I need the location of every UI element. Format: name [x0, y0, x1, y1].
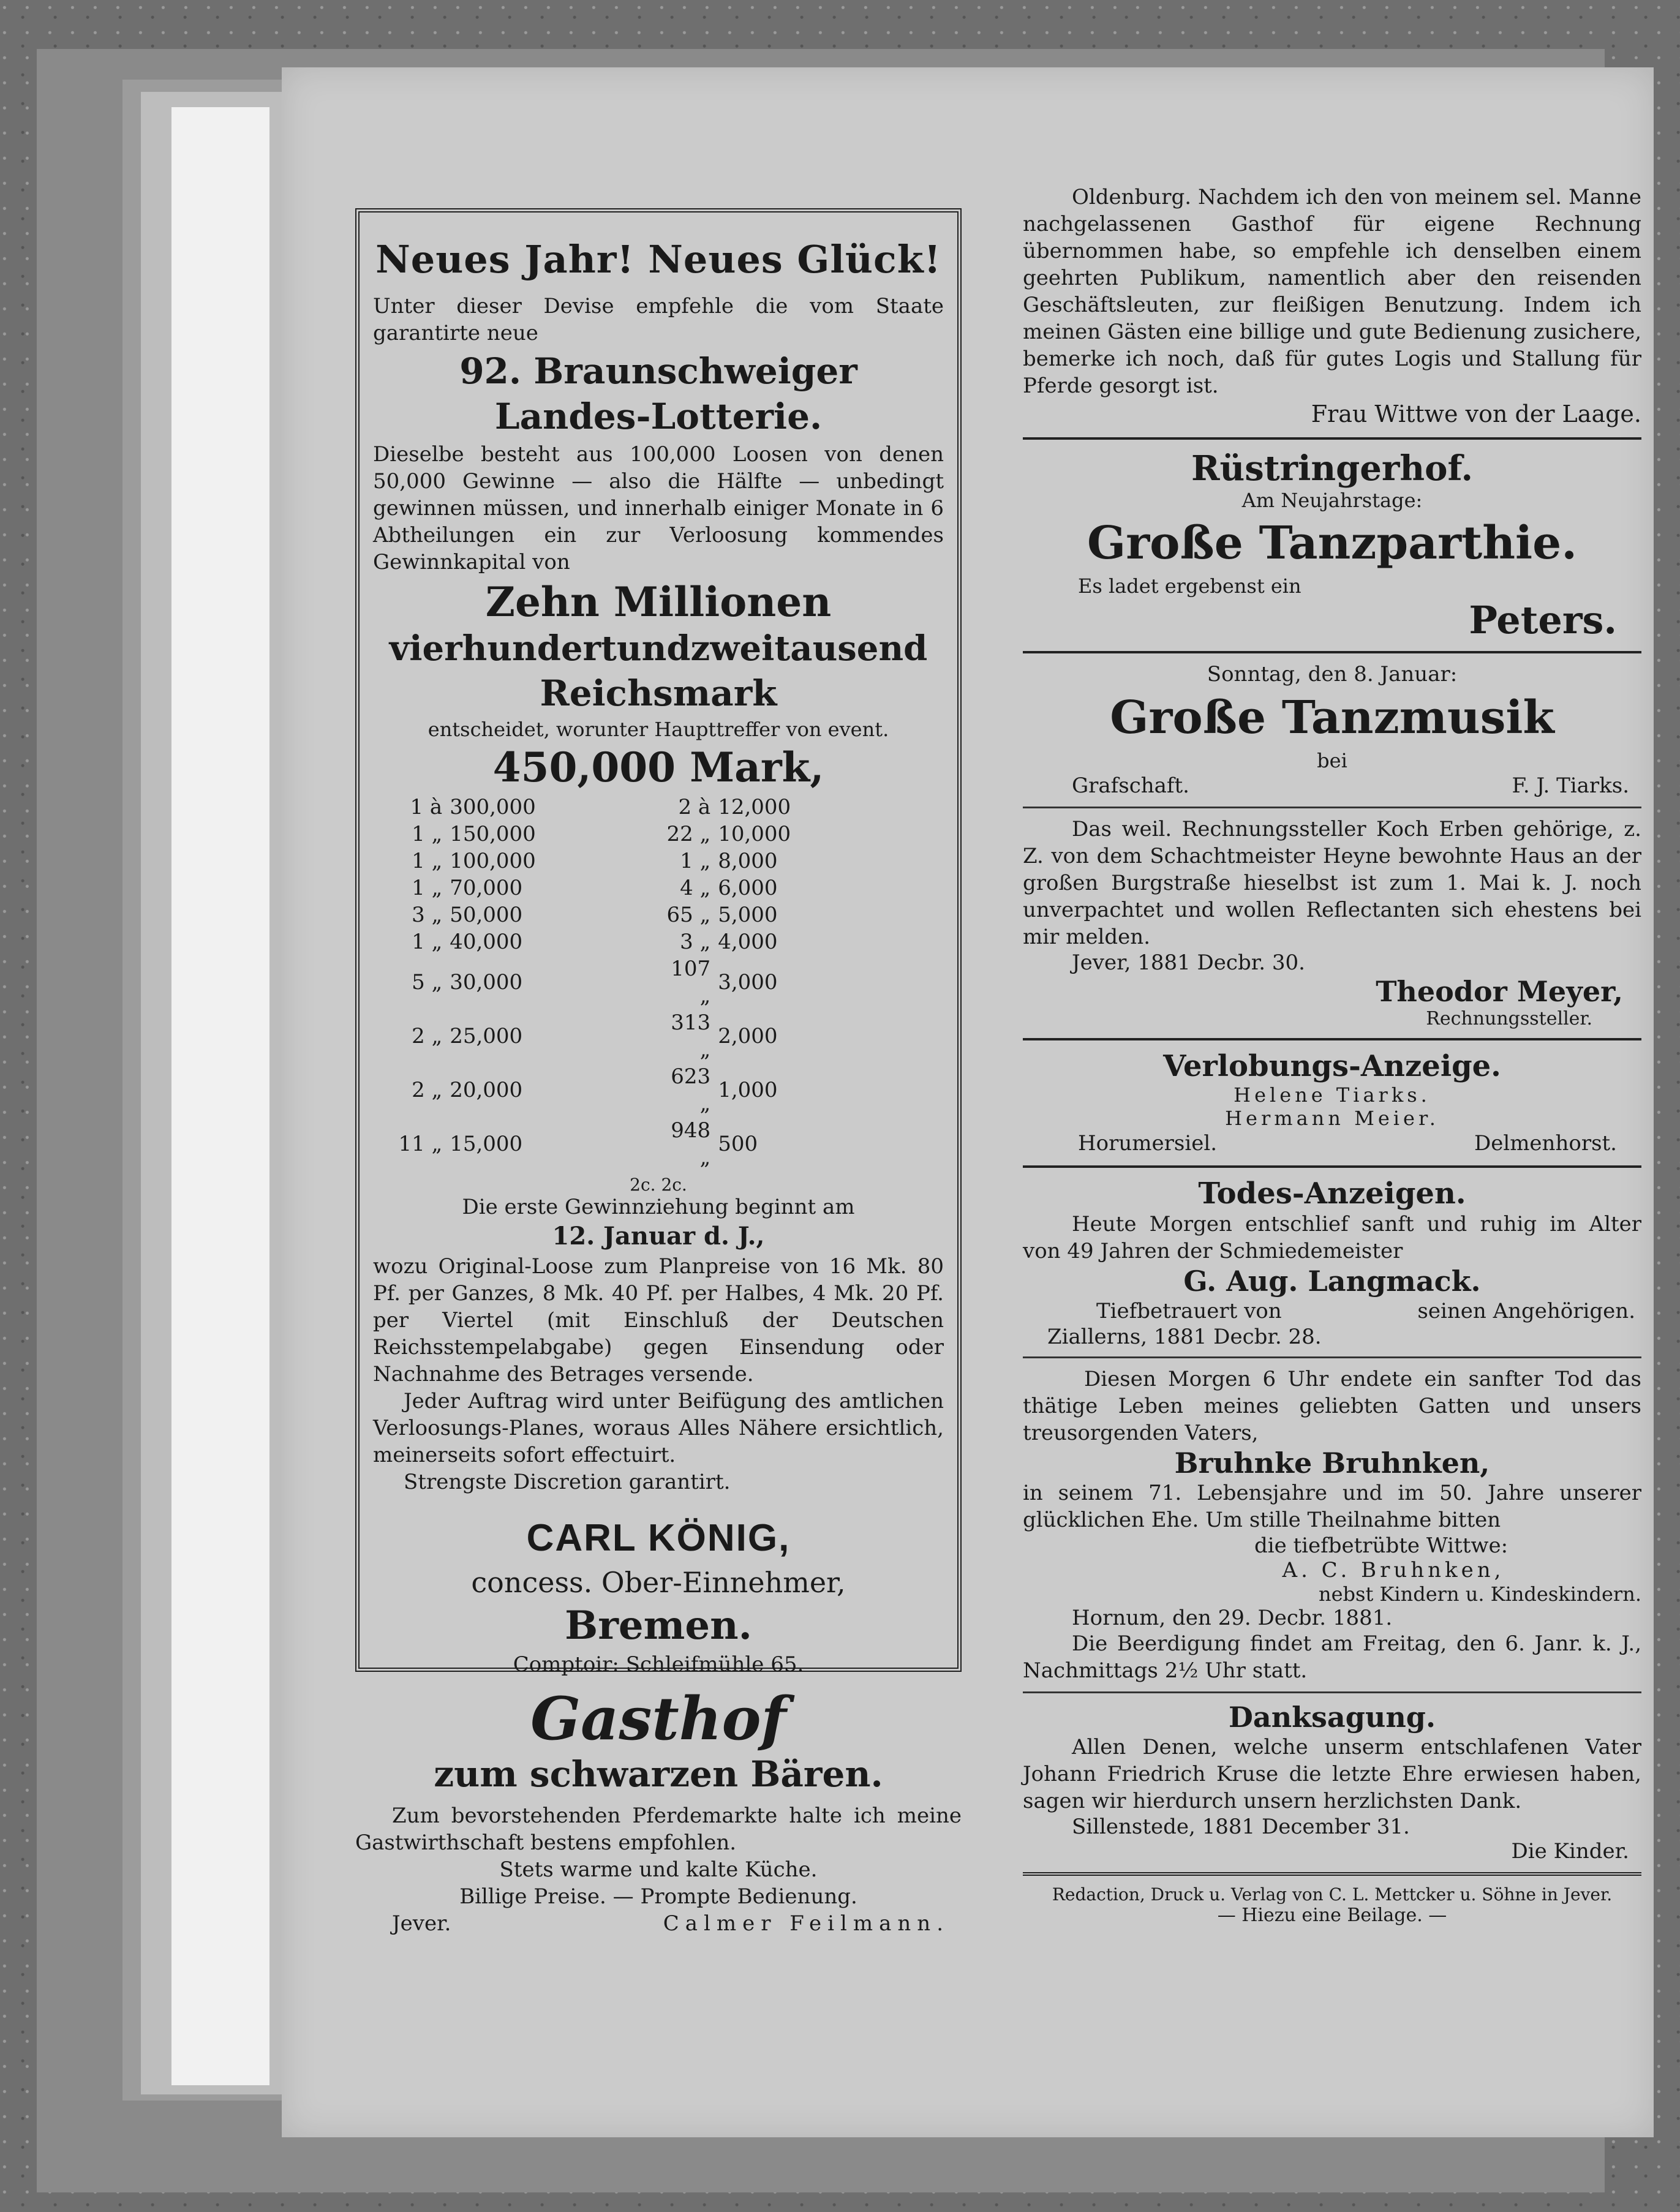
- meyer-body: Das weil. Rechnungssteller Koch Erben gehörige, z. Z. von dem Schachtmeister Heyne bewohnte Haus an der großen Burgstraße hieselbst ist zum 1. Mai k. J. noch unverpachtet und wollen Reflectanten sich ehestens bei mir melden.: [1023, 817, 1641, 949]
- seller-title: concess. Ober-Einnehmer,: [471, 1566, 846, 1599]
- tanzmusik-date: Sonntag, den 8. Januar:: [1207, 662, 1458, 687]
- meyer-dateline: Jever, 1881 Decbr. 30.: [1072, 950, 1305, 975]
- death-2-widow: die tiefbetrübte Wittwe:: [1254, 1533, 1509, 1558]
- ruestringer-title: Rüstringerhof.: [1191, 448, 1474, 489]
- inn-line-2: Stets warme und kalte Küche.: [499, 1857, 818, 1882]
- divider: [1023, 1356, 1641, 1358]
- inn-advertisement: [355, 1684, 962, 1937]
- engagement-name-1: Helene Tiarks.: [1234, 1083, 1431, 1107]
- death-1-mourners-1: Tiefbetrauert von: [1096, 1299, 1282, 1323]
- amount-line-2: vierhundertundzweitausend: [389, 628, 928, 669]
- engagement-notice: [1023, 1049, 1641, 1157]
- inn-title: Gasthof: [530, 1684, 786, 1753]
- tanzmusik-ad: [1023, 662, 1641, 799]
- amount-line-1: Zehn Millionen: [485, 578, 832, 626]
- table-row: 3 „ 50,000 65 „ 5,000: [412, 903, 778, 927]
- price-text: wozu Original-Loose zum Planpreise von 16 Mk. 80 Pf. per Ganzes, 8 Mk. 40 Pf. per Halbes, 4 Mk. 20 Pf. per Viertel (mit Einschluß der Deutschen Reichsstempelabgabe) gegen Einsendung oder Nachnahme des Betrages versende.: [373, 1254, 944, 1386]
- table-row: 1 „ 40,000 3 „ 4,000: [412, 930, 778, 954]
- divider: [1023, 807, 1641, 808]
- death-2-body-1: Diesen Morgen 6 Uhr endete ein sanfter Tod das thätige Leben meines geliebten Gatten und unsers treusorgenden Vaters,: [1023, 1367, 1641, 1445]
- engagement-place-2: Delmenhorst.: [1474, 1131, 1617, 1156]
- death-1-mourners-2: seinen Angehörigen.: [1417, 1299, 1635, 1323]
- order-text: Jeder Auftrag wird unter Beifügung des amtlichen Verloosungs-Planes, woraus Alles Nähere ersichtlich, meinerseits sofort effectuirt.: [373, 1389, 944, 1467]
- engagement-place-1: Horumersiel.: [1078, 1131, 1218, 1156]
- table-row: 11 „ 15,000 948 „ 500: [398, 1118, 758, 1170]
- engagement-name-2: Hermann Meier.: [1225, 1107, 1439, 1130]
- table-row: 1 à 300,000 2 à 12,000: [410, 795, 791, 819]
- top-prize: 450,000 Mark,: [492, 743, 824, 791]
- oldenburg-body: Oldenburg. Nachdem ich den von meinem sel. Manne nachgelassenen Gasthof für eigene Rechnung übernommen habe, so empfehle ich denselben einem geehrten Publikum, namentlich aber den reisenden Geschäftsleuten, zur fleißigen Benutzung. Indem ich meinen Gästen eine billige und gute Bedienung zusichere, bemerke ich noch, daß für gutes Logis und Stallung für Pferde gesorgt ist.: [1023, 185, 1641, 398]
- seller-city: Bremen.: [565, 1603, 752, 1649]
- thanks-body: Allen Denen, welche unserm entschlafenen Vater Johann Friedrich Kruse die letzte Ehre erwiesen haben, sagen wir hierdurch unsern herzlichsten Dank.: [1023, 1735, 1641, 1813]
- divider: [1023, 1165, 1641, 1168]
- divider: [1023, 651, 1641, 653]
- death-title: Todes-Anzeigen.: [1198, 1176, 1466, 1211]
- death-notice-bruhnken: [1023, 1366, 1641, 1684]
- death-2-dateline: Hornum, den 29. Decbr. 1881.: [1072, 1606, 1393, 1630]
- death-2-body-2: in seinem 71. Lebensjahre und im 50. Jahre unserer glücklichen Ehe. Um stille Theilnahme bitten: [1023, 1481, 1641, 1532]
- oldenburg-signature: Frau Wittwe von der Laage.: [1311, 401, 1641, 427]
- divider: [1023, 1038, 1641, 1040]
- ruestringer-sub: Am Neujahrstage:: [1241, 489, 1423, 512]
- lottery-title-2: Landes-Lotterie.: [494, 396, 823, 437]
- first-draw-date: 12. Januar d. J.,: [552, 1222, 765, 1251]
- engagement-title: Verlobungs-Anzeige.: [1163, 1049, 1501, 1083]
- death-1-name: G. Aug. Langmack.: [1183, 1265, 1481, 1298]
- thanks-title: Danksagung.: [1229, 1701, 1436, 1734]
- inn-owner: Calmer Feilmann.: [663, 1911, 949, 1936]
- table-row: 1 „ 100,000 1 „ 8,000: [412, 849, 778, 873]
- thanks-dateline: Sillenstede, 1881 December 31.: [1072, 1815, 1410, 1839]
- footer-supplement: — Hiezu eine Beilage. —: [1217, 1905, 1447, 1926]
- table-row: 2 „ 25,000 313 „ 2,000: [412, 1010, 778, 1062]
- ruestringer-invite: Es ladet ergebenst ein: [1078, 574, 1301, 598]
- decides-text: entscheidet, worunter Haupttreffer von event.: [428, 718, 889, 741]
- divider: [1023, 1872, 1641, 1876]
- right-column: [1023, 184, 1641, 1926]
- ruestringer-event: Große Tanzparthie.: [1087, 517, 1577, 570]
- lottery-intro: Unter dieser Devise empfehle die vom Staate garantirte neue: [373, 294, 944, 345]
- table-row: 2 „ 20,000 623 „ 1,000: [412, 1064, 778, 1116]
- lottery-advertisement: [355, 208, 962, 1677]
- table-row: 1 „ 150,000 22 „ 10,000: [412, 822, 791, 846]
- table-row: 5 „ 30,000 107 „ 3,000: [412, 957, 778, 1008]
- tanzmusik-place: Grafschaft.: [1072, 773, 1189, 798]
- death-2-family: nebst Kindern u. Kindeskindern.: [1318, 1582, 1641, 1606]
- lottery-description: Dieselbe besteht aus 100,000 Loosen von denen 50,000 Gewinne — also die Hälfte — unbedingt gewinnen müssen, und innerhalb einiger Monate in 6 Abtheilungen ein zur Verloosung kommendes Gewinnkapital von: [373, 442, 944, 574]
- death-2-funeral: Die Beerdigung findet am Freitag, den 6. Janr. k. J., Nachmittags 2½ Uhr statt.: [1023, 1631, 1641, 1683]
- etc-marker: 2c. 2c.: [630, 1175, 687, 1195]
- tanzmusik-host: F. J. Tiarks.: [1512, 773, 1629, 798]
- lottery-title-1: 92. Braunschweiger: [459, 350, 857, 392]
- death-2-name: Bruhnke Bruhnken,: [1174, 1446, 1490, 1480]
- inn-subtitle: zum schwarzen Bären.: [434, 1753, 883, 1795]
- thanks-notice: [1023, 1701, 1641, 1864]
- meyer-title: Rechnungssteller.: [1426, 1008, 1592, 1029]
- tanzmusik-event: Große Tanzmusik: [1110, 691, 1554, 744]
- page-footer: [1023, 1884, 1641, 1926]
- white-card-strip: [171, 107, 269, 2085]
- tanzmusik-bei: bei: [1317, 749, 1347, 772]
- first-draw-text: Die erste Gewinnziehung beginnt am: [462, 1195, 855, 1219]
- inn-line-3: Billige Preise. — Prompte Bedienung.: [459, 1884, 857, 1909]
- amount-line-3: Reichsmark: [540, 672, 777, 714]
- ruestringer-ad: [1023, 448, 1641, 642]
- death-notice-langmack: [1023, 1176, 1641, 1349]
- divider: [1023, 437, 1641, 440]
- prize-table: [390, 794, 927, 1171]
- divider: [1023, 1691, 1641, 1693]
- footer-imprint: Redaction, Druck u. Verlag von C. L. Mettcker u. Söhne in Jever.: [1052, 1884, 1613, 1905]
- seller-name: CARL KÖNIG,: [526, 1517, 791, 1559]
- table-row: 1 „ 70,000 4 „ 6,000: [412, 876, 778, 900]
- death-1-dateline: Ziallerns, 1881 Decbr. 28.: [1047, 1325, 1322, 1349]
- inn-body: Zum bevorstehenden Pferdemarkte halte ich meine Gastwirthschaft bestens empfohlen.: [355, 1804, 962, 1855]
- thanks-signature: Die Kinder.: [1511, 1839, 1629, 1864]
- newspaper-page: [282, 67, 1654, 2137]
- lottery-headline: Neues Jahr! Neues Glück!: [375, 237, 941, 282]
- meyer-name: Theodor Meyer,: [1376, 975, 1623, 1008]
- ruestringer-host: Peters.: [1469, 598, 1617, 642]
- discretion-text: Strengste Discretion garantirt.: [404, 1470, 731, 1494]
- death-2-widow-name: A. C. Bruhnken,: [1282, 1558, 1505, 1582]
- death-1-body: Heute Morgen entschlief sanft und ruhig im Alter von 49 Jahren der Schmiedemeister: [1023, 1212, 1641, 1263]
- meyer-notice: [1023, 816, 1641, 1029]
- inn-place: Jever.: [392, 1911, 451, 1936]
- left-column: [355, 208, 962, 1937]
- oldenburg-notice: [1023, 184, 1641, 429]
- seller-office: Comptoir: Schleifmühle 65.: [513, 1652, 804, 1677]
